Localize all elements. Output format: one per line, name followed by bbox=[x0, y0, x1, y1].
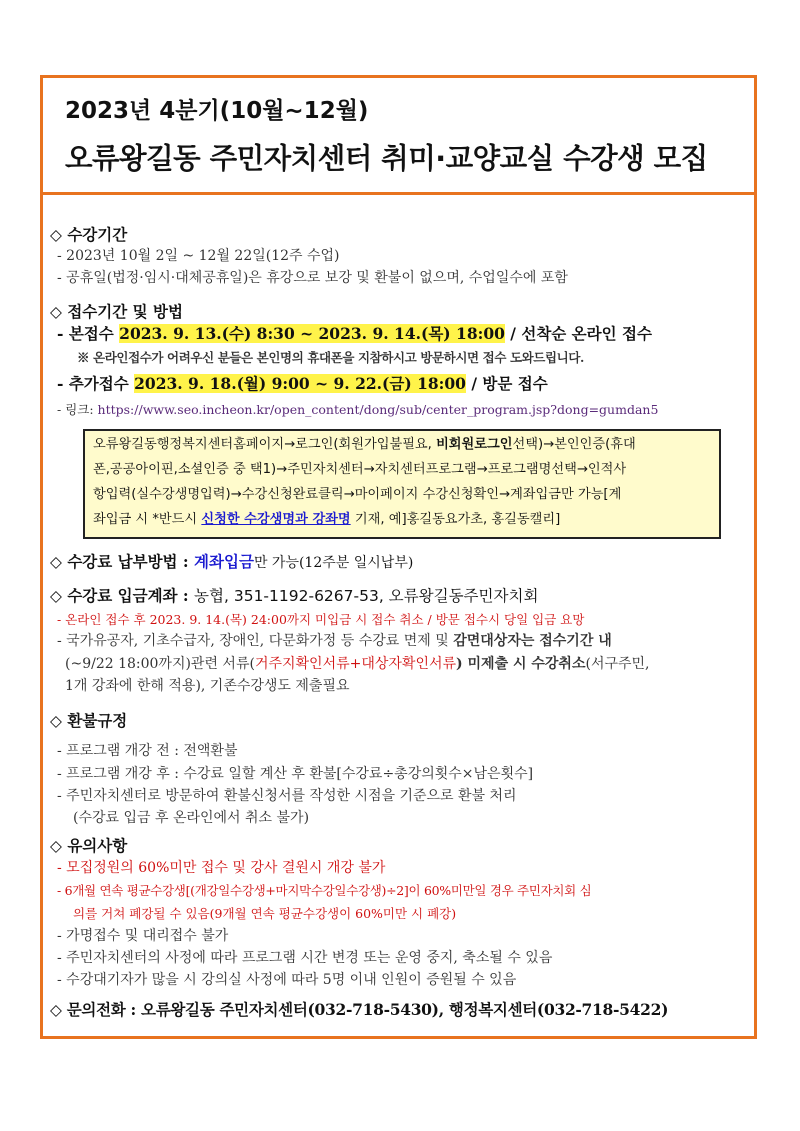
account-heading bbox=[50, 586, 538, 606]
title-line2: 오류왕길동 주민자치센터 취미·교양교실 수강생 모집 bbox=[65, 142, 708, 175]
apply-extra bbox=[57, 374, 548, 394]
period-line2: - 공휴일(법정·임시·대체공휴일)은 휴강으로 보강 및 환불이 없으며, 수업일수에 포함 bbox=[57, 270, 568, 286]
notes-red2: - 6개월 연속 평균수강생[(개강일수강생+마지막수강일수강생)÷2]이 60%미만일 경우 주민자치회 심 bbox=[57, 883, 592, 898]
fee-method-prefix: ◇ 수강료 납부방법 : bbox=[50, 552, 195, 571]
account-l3a: (~9/22 18:00까지)관련 서류( bbox=[65, 656, 255, 672]
notes-red1: - 모집정원의 60%미만 접수 및 강사 결원시 개강 불가 bbox=[57, 860, 386, 876]
refund-line4: (수강료 입금 후 온라인에서 취소 불가) bbox=[73, 810, 310, 826]
refund-heading: ◇ 환불규정 bbox=[50, 711, 128, 730]
apply-link[interactable]: https://www.seo.incheon.kr/open_content/dong/sub/center_program.jsp?dong=gumdan5 bbox=[97, 402, 659, 417]
fee-method-suffix: 만 가능(12주분 일시납부) bbox=[253, 555, 414, 571]
guide-line4 bbox=[93, 511, 560, 529]
account-line2 bbox=[57, 631, 612, 651]
apply-main-prefix: - 본접수 bbox=[57, 324, 120, 343]
guide-box bbox=[83, 429, 721, 539]
account-l3d: (서구주민, bbox=[585, 656, 650, 672]
refund-line1: - 프로그램 개강 전 : 전액환불 bbox=[57, 743, 238, 759]
apply-link-label: - 링크: bbox=[57, 402, 98, 417]
guide-l1b: 비회원로그인 bbox=[436, 437, 513, 452]
notes-line6: - 수강대기자가 많을 시 강의실 사정에 따라 5명 이내 인원이 증원될 수 있음 bbox=[57, 972, 517, 988]
apply-note: ※ 온라인접수가 어려우신 분들은 본인명의 휴대폰을 지참하시고 방문하시면 접수 도와드립니다. bbox=[77, 350, 584, 365]
guide-line3: 항입력(실수강생명입력)→수강신청완료클릭→마이페이지 수강신청확인→계좌입금만 가능[계 bbox=[93, 487, 622, 502]
guide-l1a: 오류왕길동행정복지센터홈페이지→로그인(회원가입불필요, bbox=[93, 437, 437, 452]
period-heading: ◇ 수강기간 bbox=[50, 225, 128, 244]
refund-line3: - 주민자치센터로 방문하여 환불신청서를 작성한 시점을 기준으로 환불 처리 bbox=[57, 788, 517, 804]
apply-main-dates: 2023. 9. 13.(수) 8:30 ~ 2023. 9. 14.(목) 18:00 bbox=[119, 324, 505, 343]
account-line4: 1개 강좌에 한해 적용), 기존수강생도 제출필요 bbox=[65, 678, 350, 694]
apply-link-row bbox=[57, 400, 658, 420]
account-l3c: ) 미제출 시 수강취소 bbox=[456, 656, 586, 672]
notes-line4: - 가명접수 및 대리접수 불가 bbox=[57, 928, 229, 944]
account-heading-prefix: ◇ 수강료 입금계좌 : bbox=[50, 586, 195, 605]
account-number: 농협, 351-1192-6267-53, 오류왕길동주민자치회 bbox=[194, 587, 539, 605]
guide-line2: 폰,공공아이핀,소셜인증 중 택1)→주민자치센터→자치센터프로그램→프로그램명선택→인적사 bbox=[93, 462, 627, 477]
fee-method bbox=[50, 552, 413, 573]
fee-method-highlight: 계좌입금 bbox=[194, 552, 254, 571]
account-l3b: 거주지확인서류+대상자확인서류 bbox=[254, 656, 457, 672]
guide-l4b: 신청한 수강생명과 강좌명 bbox=[201, 512, 351, 527]
account-red-line: - 온라인 접수 후 2023. 9. 14.(목) 24:00까지 미입금 시 접수 취소 / 방문 접수시 당일 입금 요망 bbox=[57, 612, 585, 627]
apply-extra-dates: 2023. 9. 18.(월) 9:00 ~ 9. 22.(금) 18:00 bbox=[134, 374, 466, 393]
apply-main-suffix: / 선착순 온라인 접수 bbox=[504, 324, 652, 343]
guide-l1c: 선택)→본인인증(휴대 bbox=[512, 437, 636, 452]
notice-frame bbox=[40, 75, 757, 1039]
notes-line5: - 주민자치센터의 사정에 따라 프로그램 시간 변경 또는 운영 중지, 축소될 수 있음 bbox=[57, 950, 553, 966]
refund-line2: - 프로그램 개강 후 : 수강료 일할 계산 후 환불[수강료÷총강의횟수×남은횟수] bbox=[57, 766, 534, 782]
period-line1: - 2023년 10월 2일 ~ 12월 22일(12주 수업) bbox=[57, 248, 340, 264]
apply-extra-prefix: - 추가접수 bbox=[57, 374, 135, 393]
account-l2b: 감면대상자는 접수기간 내 bbox=[453, 633, 612, 649]
apply-heading: ◇ 접수기간 및 방법 bbox=[50, 302, 183, 321]
guide-line1 bbox=[93, 436, 636, 454]
notes-heading: ◇ 유의사항 bbox=[50, 836, 128, 855]
apply-extra-suffix: / 방문 접수 bbox=[465, 374, 548, 393]
guide-l4c: 기재, 예]홍길동요가초, 홍길동캘리] bbox=[350, 512, 561, 527]
account-l2a: - 국가유공자, 기초수급자, 장애인, 다문화가정 등 수강료 면제 및 bbox=[57, 633, 454, 649]
guide-l4a: 좌입금 시 *반드시 bbox=[93, 512, 202, 527]
contact-line: ◇ 문의전화 : 오류왕길동 주민자치센터(032-718-5430), 행정복지센터(032-718-5422) bbox=[50, 1000, 669, 1019]
notes-red3: 의를 거쳐 폐강될 수 있음(9개월 연속 평균수강생이 60%미만 시 폐강) bbox=[73, 906, 457, 921]
title-line1: 2023년 4분기(10월~12월) bbox=[65, 98, 369, 124]
title-box bbox=[43, 78, 754, 195]
account-line3 bbox=[65, 654, 650, 674]
apply-main bbox=[57, 324, 652, 344]
